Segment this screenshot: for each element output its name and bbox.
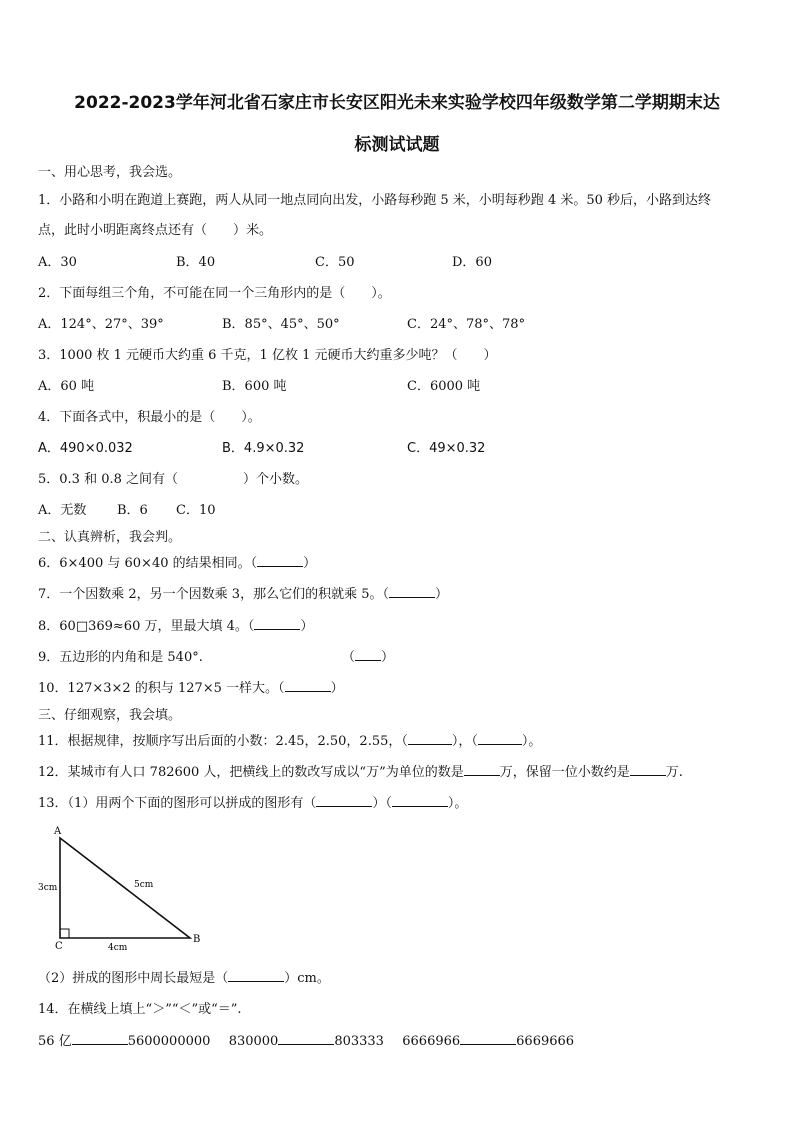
- q6-close: ）: [303, 556, 317, 571]
- q13-blank-2[interactable]: [392, 794, 448, 807]
- q7-text: 7．一个因数乘 2，另一个因数乘 3，那么它们的积就乘 5。（: [38, 587, 389, 602]
- q2-option-a: A．124°、27°、39°: [38, 317, 164, 332]
- q12-end: 万.: [665, 765, 683, 780]
- q14-item2-left: 830000: [228, 1034, 279, 1049]
- q14-item3-left: 6666966: [402, 1034, 461, 1049]
- q6-answer-blank[interactable]: [257, 554, 303, 567]
- q13-blank-3[interactable]: [228, 969, 284, 982]
- q2-text: 2．下面每组三个角，不可能在同一个三角形内的是（ ）。: [38, 286, 391, 301]
- q7-answer-blank[interactable]: [389, 585, 435, 598]
- q14-item1-left: 56 亿: [38, 1034, 72, 1049]
- q11-blank-2[interactable]: [478, 732, 522, 745]
- vertex-c-label: C: [55, 941, 63, 952]
- section-1-heading: 一、用心思考，我会选。: [38, 165, 182, 180]
- q13-part1-text: 13．（1）用两个下面的图形可以拼成的图形有（: [38, 796, 317, 811]
- q9-open: （: [342, 650, 356, 665]
- q5-text: 5．0.3 和 0.8 之间有（ ）个小数。: [38, 472, 309, 487]
- side-ac-label: 3cm: [38, 883, 58, 893]
- q2-option-b: B．85°、45°、50°: [222, 317, 340, 332]
- q1-text-line2: 点，此时小明距离终点还有（ ）米。: [38, 223, 273, 238]
- vertex-a-label: A: [54, 826, 62, 837]
- q13-part2-text: （2）拼成的图形中周长最短是（: [38, 971, 229, 986]
- q9-answer-blank[interactable]: [355, 648, 381, 661]
- q4-text: 4．下面各式中，积最小的是（ ）。: [38, 410, 261, 425]
- q13-part1-mid: ）（: [372, 796, 392, 811]
- q14-items: [38, 1030, 574, 1049]
- page-title-line1: 2022-2023学年河北省石家庄市长安区阳光未来实验学校四年级数学第二学期期末达: [74, 93, 720, 113]
- right-triangle-figure: [30, 822, 220, 952]
- q1-option-d: D．60: [452, 255, 492, 270]
- q3-option-a: A．60 吨: [38, 379, 95, 394]
- q9-text: 9．五边形的内角和是 540°.: [38, 650, 203, 665]
- section-2-heading: 二、认真辨析，我会判。: [38, 530, 182, 545]
- q14-item3-right: 6669666: [516, 1034, 575, 1049]
- q10: [38, 677, 344, 696]
- q9-answer: [342, 646, 394, 665]
- q14-blank-2[interactable]: [278, 1032, 334, 1045]
- q13-part1-end: ）。: [447, 796, 468, 811]
- q7-close: ）: [434, 587, 448, 602]
- q5-option-c: C．10: [176, 503, 216, 518]
- q8: [38, 615, 313, 634]
- q13-part2-end: ）cm。: [284, 971, 330, 986]
- q14-blank-3[interactable]: [460, 1032, 516, 1045]
- q14-text: 14．在横线上填上“＞”“＜”或“＝”.: [38, 1002, 242, 1017]
- q12-mid: 万，保留一位小数约是: [499, 765, 630, 780]
- q10-close: ）: [330, 681, 344, 696]
- q12-blank-1[interactable]: [464, 763, 500, 776]
- q11-close: ）。: [521, 734, 542, 749]
- q12-text: 12．某城市有人口 782600 人，把横线上的数改写成以“万”为单位的数是: [38, 765, 464, 780]
- side-ab-label: 5cm: [134, 880, 154, 890]
- q2-option-c: C．24°、78°、78°: [407, 317, 526, 332]
- q13-part1: [38, 792, 467, 811]
- page-title-line2: 标测试试题: [354, 135, 440, 155]
- q1-text-line1: 1．小路和小明在跑道上赛跑，两人从同一地点同向出发，小路每秒跑 5 米，小明每秒跑 4 米。50 秒后，小路到达终: [38, 193, 712, 208]
- q3-option-b: B．600 吨: [222, 379, 287, 394]
- q8-text: 8．60□369≈60 万，里最大填 4。（: [38, 619, 255, 634]
- vertex-b-label: B: [193, 934, 201, 945]
- q1-option-a: A．30: [38, 255, 77, 270]
- q1-option-b: B．40: [176, 255, 216, 270]
- q10-text: 10．127×3×2 的积与 127×5 一样大。（: [38, 681, 285, 696]
- q4-option-a: A．490×0.032: [38, 441, 133, 456]
- q13-blank-1[interactable]: [316, 794, 372, 807]
- q1-option-c: C．50: [315, 255, 355, 270]
- q4-option-c: C．49×0.32: [407, 441, 486, 456]
- q6: [38, 552, 316, 571]
- q10-answer-blank[interactable]: [285, 679, 331, 692]
- q5-option-b: B．6: [117, 503, 148, 518]
- q8-close: ）: [300, 619, 314, 634]
- q14-item1-right: 5600000000: [127, 1034, 211, 1049]
- q4-option-b: B．4.9×0.32: [222, 441, 305, 456]
- q3-option-c: C．6000 吨: [407, 379, 481, 394]
- q11-blank-1[interactable]: [408, 732, 452, 745]
- q3-text: 3．1000 枚 1 元硬币大约重 6 千克，1 亿枚 1 元硬币大约重多少吨？（ ）: [38, 348, 497, 363]
- q11: [38, 730, 541, 749]
- q7: [38, 583, 448, 602]
- q12: [38, 761, 683, 780]
- section-3-heading: 三、仔细观察，我会填。: [38, 708, 182, 723]
- q14-item2-right: 803333: [334, 1034, 384, 1049]
- q14-blank-1[interactable]: [72, 1032, 128, 1045]
- q11-text: 11．根据规律，按顺序写出后面的小数：2.45，2.50，2.55，（: [38, 734, 408, 749]
- q13-part2: [38, 967, 330, 986]
- side-bc-label: 4cm: [108, 943, 128, 952]
- q12-blank-2[interactable]: [630, 763, 666, 776]
- triangle-shape: [60, 838, 190, 938]
- q8-answer-blank[interactable]: [254, 617, 300, 630]
- q11-mid: ），（: [451, 734, 478, 749]
- q5-option-a: A．无数: [38, 503, 87, 518]
- right-angle-mark: [60, 929, 69, 938]
- q6-text: 6．6×400 与 60×40 的结果相同。（: [38, 556, 258, 571]
- q9-close: ）: [381, 650, 395, 665]
